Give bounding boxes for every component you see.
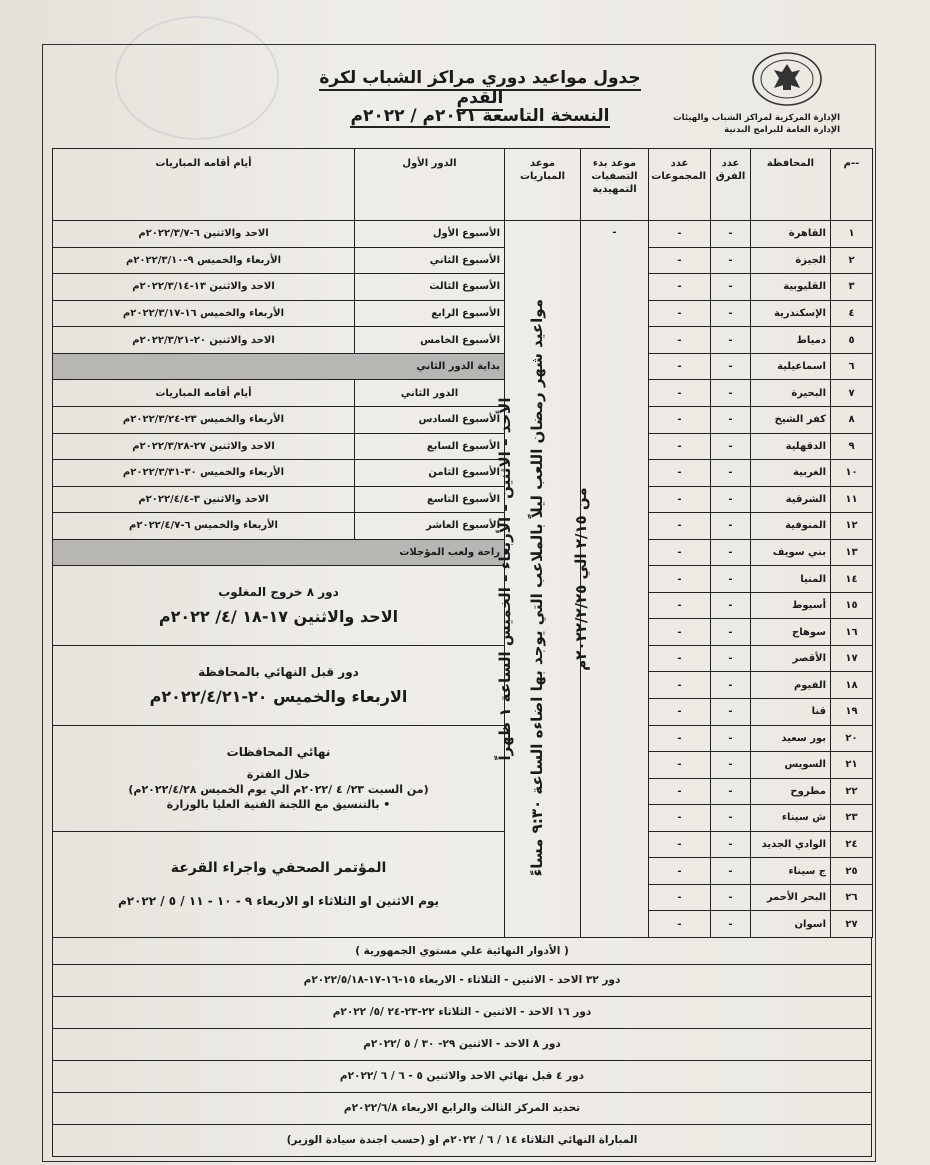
header-days: أيام أقامه المباريات	[53, 149, 355, 221]
gov-finals-l3: • بالتنسيق مع اللجنة الفنية العليا بالوزارة	[166, 797, 391, 811]
gov-name: المنوفية	[751, 513, 831, 540]
gov-name: البحر الأحمر	[751, 884, 831, 911]
gov-index: ٥	[831, 327, 873, 354]
national-finals-row: دور ١٦ الاحد - الاثنين - الثلاثاء ٢٢-٢٣-٢٤ /٥/ ٢٠٢٢م	[52, 997, 872, 1029]
groups-cell: -	[649, 884, 711, 911]
table-row	[53, 274, 873, 301]
national-finals-row: دور ٨ الاحد - الاثنين ٢٩- ٣٠ / ٥ /٢٠٢٢م	[52, 1029, 872, 1061]
gov-name: الفيوم	[751, 672, 831, 699]
groups-cell: -	[649, 645, 711, 672]
teams-cell: -	[711, 247, 751, 274]
groups-cell: -	[649, 619, 711, 646]
groups-cell: -	[649, 539, 711, 566]
vertical-line-1: الأحد – الاثنين – الأربعاء – الخميس الساعة ١ ظهراً	[495, 397, 514, 761]
groups-cell: -	[649, 433, 711, 460]
gov-index: ٣	[831, 274, 873, 301]
table-row	[53, 327, 873, 354]
groups-cell: -	[649, 406, 711, 433]
gov-index: ٢٤	[831, 831, 873, 858]
teams-cell: -	[711, 513, 751, 540]
gov-name: السويس	[751, 752, 831, 779]
ministry-seal-icon	[750, 50, 824, 108]
teams-cell: -	[711, 539, 751, 566]
round8-title: دور ٨ خروج المغلوب	[218, 585, 339, 600]
round8-date: الاحد والاثنين ١٧-١٨ /٤/ ٢٠٢٢م	[158, 607, 399, 627]
table-row	[53, 486, 873, 513]
teams-cell: -	[711, 805, 751, 832]
vertical-line-2: مواعيد شهر رمضان اللعب ليلاً بالملاعب التي يوجد بها اضاءه الساعة ٩:٣٠ مساءً	[527, 299, 546, 877]
teams-cell: -	[711, 619, 751, 646]
ministry-line-2: الإدارة العامة للبرامج البدنية	[724, 125, 840, 135]
date-cell: الأربعاء والخميس ١٦-٢٠٢٢/٣/١٧م	[53, 300, 355, 327]
groups-cell: -	[649, 725, 711, 752]
gov-index: ١٣	[831, 539, 873, 566]
press-title: المؤتمر الصحفي واجراء القرعة	[170, 860, 387, 877]
gov-name: القليوبية	[751, 274, 831, 301]
semi-block	[53, 645, 505, 725]
groups-cell: -	[649, 805, 711, 832]
gov-name: دمياط	[751, 327, 831, 354]
press-date: يوم الاثنين او الثلاثاء او الاربعاء ٩ - ١٠ - ١١ / ٥ / ٢٠٢٢م	[117, 894, 440, 909]
teams-cell: -	[711, 406, 751, 433]
gov-index: ١٤	[831, 566, 873, 593]
ministry-line-1: الإدارة المركزية لمراكز الشباب والهيئات	[673, 113, 840, 123]
header-prelim_start: موعد بدء التصفيات التمهيدية	[581, 149, 649, 221]
week-cell: الأسبوع السابع	[355, 433, 505, 460]
gov-index: ٢٢	[831, 778, 873, 805]
teams-cell: -	[711, 698, 751, 725]
date-cell: الاحد والاثنين ١٣-٢٠٢٢/٣/١٤م	[53, 274, 355, 301]
vertical-note	[495, 299, 590, 877]
gov-index: ٧	[831, 380, 873, 407]
vertical-line-3: من ٢/١٥ الي ٢٠٢٢/٢/٢٥م	[571, 487, 590, 671]
table-row	[53, 433, 873, 460]
week-cell: الأسبوع الثالث	[355, 274, 505, 301]
header-governorate: المحافظة	[751, 149, 831, 221]
table-row	[53, 645, 873, 672]
teams-cell: -	[711, 380, 751, 407]
gov-name: كفر الشيخ	[751, 406, 831, 433]
gov-index: ١٧	[831, 645, 873, 672]
groups-cell: -	[649, 513, 711, 540]
gov-index: ١٦	[831, 619, 873, 646]
gov-index: ٢	[831, 247, 873, 274]
teams-cell: -	[711, 858, 751, 885]
teams-cell: -	[711, 300, 751, 327]
gov-index: ١٩	[831, 698, 873, 725]
gov-index: ٢٣	[831, 805, 873, 832]
teams-cell: -	[711, 433, 751, 460]
round8-block	[53, 566, 505, 646]
table-row	[53, 513, 873, 540]
table-row	[53, 221, 873, 248]
gov-name: اسماعيلية	[751, 353, 831, 380]
gov-name: سوهاج	[751, 619, 831, 646]
gov-index: ٢١	[831, 752, 873, 779]
second-round-label: الدور الثاني	[355, 380, 505, 407]
gov-name: الجيزة	[751, 247, 831, 274]
week-cell: الأسبوع الأول	[355, 221, 505, 248]
teams-cell: -	[711, 486, 751, 513]
teams-cell: -	[711, 725, 751, 752]
gov-name: ش سيناء	[751, 805, 831, 832]
teams-cell: -	[711, 778, 751, 805]
gov-finals-l1: خلال الفترة	[246, 767, 311, 781]
week-cell: الأسبوع التاسع	[355, 486, 505, 513]
national-finals-row: تحديد المركز الثالث والرابع الاربعاء ٢٠٢٢/٦/٨م	[52, 1093, 872, 1125]
national-finals-row: دور ٣٢ الاحد - الاثنين - الثلاثاء - الاربعاء ١٥-١٦-١٧-٢٠٢٢/٥/١٨م	[52, 965, 872, 997]
gov-finals-block	[53, 725, 505, 831]
rest-note: راحة ولعب المؤجلات	[53, 539, 505, 566]
teams-cell: -	[711, 752, 751, 779]
gov-name: بني سويف	[751, 539, 831, 566]
table-row	[53, 247, 873, 274]
date-cell: الاحد والاثنين ٦-٢٠٢٢/٣/٧م	[53, 221, 355, 248]
gov-name: الدقهلية	[751, 433, 831, 460]
gov-name: الإسكندرية	[751, 300, 831, 327]
gov-name: أسيوط	[751, 592, 831, 619]
gov-index: ١٢	[831, 513, 873, 540]
teams-cell: -	[711, 911, 751, 938]
gov-index: ١٥	[831, 592, 873, 619]
prelim-cell: -	[581, 221, 649, 938]
header-match_time: موعد المباريات	[505, 149, 581, 221]
groups-cell: -	[649, 698, 711, 725]
week-cell: الأسبوع الرابع	[355, 300, 505, 327]
groups-cell: -	[649, 858, 711, 885]
gov-name: مطروح	[751, 778, 831, 805]
gov-name: القاهرة	[751, 221, 831, 248]
groups-cell: -	[649, 274, 711, 301]
table-row	[53, 539, 873, 566]
gov-name: الغربية	[751, 460, 831, 487]
table-row	[53, 831, 873, 858]
week-cell: الأسبوع الثاني	[355, 247, 505, 274]
groups-cell: -	[649, 566, 711, 593]
second-round-days: أيام أقامه المباريات	[53, 380, 355, 407]
teams-cell: -	[711, 831, 751, 858]
header-round: الدور الأول	[355, 149, 505, 221]
gov-index: ٨	[831, 406, 873, 433]
gov-name: البحيرة	[751, 380, 831, 407]
date-cell: الاحد والاثنين ٢٠-٢٠٢٢/٣/٢١م	[53, 327, 355, 354]
national-finals-row: ( الأدوار النهائية علي مستوي الجمهورية )	[52, 938, 872, 965]
gov-name: ج سيناء	[751, 858, 831, 885]
national-finals-row: دور ٤ قبل نهائي الاحد والاثنين ٥ - ٦ / ٦ /٢٠٢٢م	[52, 1061, 872, 1093]
date-cell: الاحد والاثنين ٢٧-٢٠٢٢/٣/٢٨م	[53, 433, 355, 460]
gov-name: قنا	[751, 698, 831, 725]
table-row	[53, 406, 873, 433]
national-finals-row: المباراة النهائي الثلاثاء ١٤ / ٦ / ٢٠٢٢م او (حسب اجندة سيادة الوزير)	[52, 1125, 872, 1157]
date-cell: الأربعاء والخميس ٩-٢٠٢٢/٣/١٠م	[53, 247, 355, 274]
gov-index: ١٠	[831, 460, 873, 487]
second-round-start: بداية الدور الثاني	[53, 353, 505, 380]
national-finals	[52, 938, 872, 1157]
groups-cell: -	[649, 592, 711, 619]
gov-name: اسوان	[751, 911, 831, 938]
groups-cell: -	[649, 460, 711, 487]
teams-cell: -	[711, 645, 751, 672]
teams-cell: -	[711, 460, 751, 487]
gov-name: الشرقية	[751, 486, 831, 513]
groups-cell: -	[649, 221, 711, 248]
gov-name: الوادي الجديد	[751, 831, 831, 858]
schedule-table	[52, 148, 873, 938]
gov-index: ٤	[831, 300, 873, 327]
gov-index: ٩	[831, 433, 873, 460]
teams-cell: -	[711, 274, 751, 301]
groups-cell: -	[649, 486, 711, 513]
table-row	[53, 300, 873, 327]
document-subtitle: النسخة التاسعة ٢٠٢١م / ٢٠٢٢م	[350, 106, 610, 126]
gov-index: ٢٦	[831, 884, 873, 911]
table-row	[53, 566, 873, 593]
semi-date: الاربعاء والخميس ٢٠-٢٠٢٢/٤/٢١م	[149, 686, 408, 706]
teams-cell: -	[711, 353, 751, 380]
groups-cell: -	[649, 752, 711, 779]
teams-cell: -	[711, 327, 751, 354]
document-title: جدول مواعيد دوري مراكز الشباب لكرة القدم	[300, 68, 660, 108]
header-groups: عدد المجموعات	[649, 149, 711, 221]
week-cell: الأسبوع الخامس	[355, 327, 505, 354]
table-row	[53, 149, 873, 221]
week-cell: الأسبوع السادس	[355, 406, 505, 433]
teams-cell: -	[711, 672, 751, 699]
gov-index: ١	[831, 221, 873, 248]
date-cell: الأربعاء والخميس ٣٠-٢٠٢٢/٣/٣١م	[53, 460, 355, 487]
groups-cell: -	[649, 300, 711, 327]
gov-index: ٦	[831, 353, 873, 380]
groups-cell: -	[649, 353, 711, 380]
groups-cell: -	[649, 672, 711, 699]
gov-index: ٢٠	[831, 725, 873, 752]
teams-cell: -	[711, 221, 751, 248]
week-cell: الأسبوع الثامن	[355, 460, 505, 487]
match-time-vertical	[495, 221, 590, 938]
date-cell: الأربعاء والخميس ٢٣-٢٠٢٢/٣/٢٤م	[53, 406, 355, 433]
press-block	[53, 831, 505, 937]
groups-cell: -	[649, 380, 711, 407]
gov-index: ٢٧	[831, 911, 873, 938]
groups-cell: -	[649, 831, 711, 858]
ministry-block	[660, 112, 840, 136]
gov-index: ٢٥	[831, 858, 873, 885]
table-row	[53, 725, 873, 752]
groups-cell: -	[649, 327, 711, 354]
gov-name: بور سعيد	[751, 725, 831, 752]
semi-title: دور قبل النهائي بالمحافظة	[198, 664, 359, 679]
teams-cell: -	[711, 566, 751, 593]
groups-cell: -	[649, 911, 711, 938]
table-row	[53, 353, 873, 380]
gov-finals-l2: (من السبت ٢٣/ ٤ /٢٠٢٢م الي يوم الخميس ٢٠٢٢/٤/٢٨م)	[128, 782, 429, 796]
gov-index: ١٨	[831, 672, 873, 699]
groups-cell: -	[649, 247, 711, 274]
header-teams: عدد الفرق	[711, 149, 751, 221]
week-cell: الأسبوع العاشر	[355, 513, 505, 540]
header-index: --م	[831, 149, 873, 221]
teams-cell: -	[711, 592, 751, 619]
date-cell: الاحد والاثنين ٣-٢٠٢٢/٤/٤م	[53, 486, 355, 513]
table-row	[53, 380, 873, 407]
gov-name: المنيا	[751, 566, 831, 593]
gov-index: ١١	[831, 486, 873, 513]
table-row	[53, 460, 873, 487]
groups-cell: -	[649, 778, 711, 805]
gov-name: الأقصر	[751, 645, 831, 672]
gov-finals-title: نهائي المحافظات	[226, 744, 331, 759]
date-cell: الأربعاء والخميس ٦-٢٠٢٢/٤/٧م	[53, 513, 355, 540]
teams-cell: -	[711, 884, 751, 911]
